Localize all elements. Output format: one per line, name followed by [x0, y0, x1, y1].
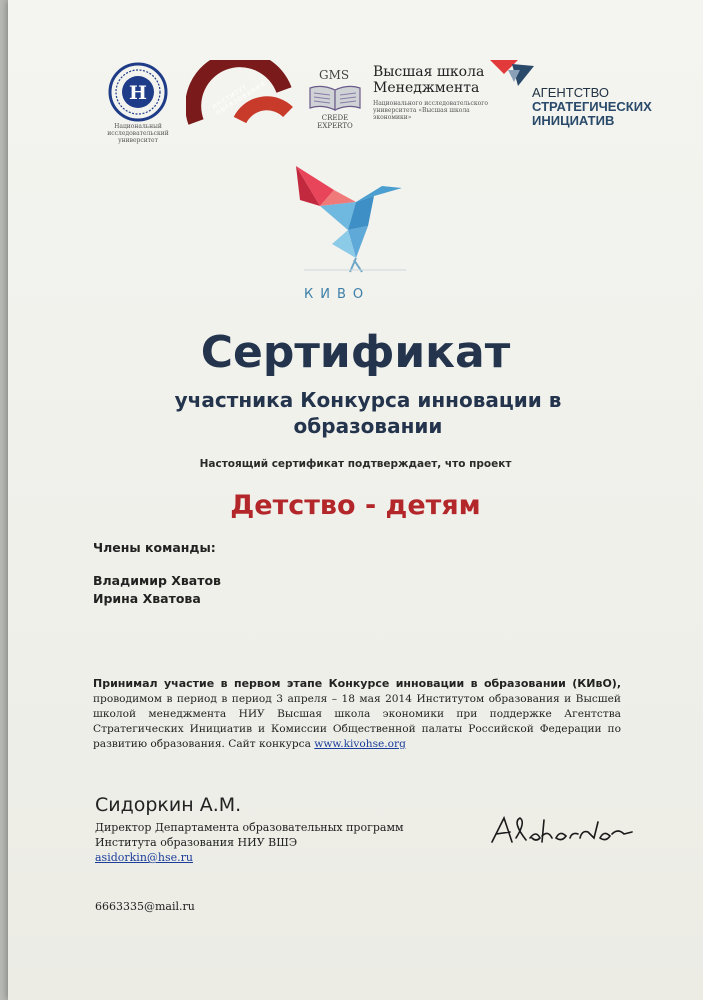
- participation-text: проводимом в период в период 3 апреля – 18 мая 2014 Институтом образования и Высшей школой менеджмента НИУ Высшая школа экономики при поддержке Агентства Стратегических Инициатив и Комиссии Общественной палаты Российской Федерации по развитию образования. Сайт конкурса: [93, 693, 621, 750]
- asi-logo: [488, 56, 663, 136]
- certificate-title: Сертификат: [200, 327, 511, 378]
- confirm-text: Настоящий сертификат подтверждает, что проект: [199, 458, 512, 470]
- participation-paragraph: [93, 676, 621, 752]
- signer-email-link[interactable]: asidorkin@hse.ru: [95, 851, 193, 864]
- member-1: Владимир Хватов: [93, 573, 221, 588]
- svg-text:Н: Н: [129, 82, 147, 104]
- certificate-paper: [8, 0, 703, 1000]
- asi-arrow-icon: [488, 56, 536, 90]
- institute-logo: [186, 60, 298, 130]
- asi-line-1: АГЕНТСТВО: [532, 85, 609, 100]
- gms-motto: CREDE EXPERTO: [317, 114, 353, 130]
- asi-line-2: СТРАТЕГИЧЕСКИХ: [532, 99, 652, 114]
- vshm-tagline: Национального исследовательского университета «Высшая школа экономики»: [373, 100, 488, 121]
- book-icon: [308, 84, 362, 112]
- asi-line-3: ИНИЦИАТИВ: [532, 113, 615, 128]
- signer-position: Директор Департамента образовательных программ: [95, 821, 404, 834]
- signer-name: Сидоркин А.М.: [95, 794, 242, 816]
- asi-name: [532, 86, 652, 128]
- vshm-logo: [373, 64, 493, 121]
- kivo-label: КИВО: [304, 287, 371, 302]
- gms-label: GMS: [319, 68, 350, 82]
- logo-strip: [8, 0, 703, 150]
- hse-seal-icon: [108, 62, 168, 122]
- participation-bold: Принимал участие в первом этапе Конкурсе инновации в образовании (КИвО),: [93, 677, 621, 690]
- hse-logo: [108, 62, 168, 142]
- kivo-bird-icon: [294, 160, 414, 278]
- signer-info: [95, 820, 404, 865]
- member-2: Ирина Хватова: [93, 591, 201, 606]
- certificate-subtitle: участника Конкурса инновации в образовании: [174, 388, 562, 438]
- vshm-title: Высшая школа Менеджмента: [373, 64, 485, 96]
- members-label: Члены команды:: [93, 540, 216, 555]
- project-name: Детство - детям: [230, 490, 481, 521]
- institute-ring-text: ИНСТИТУТ ОБРАЗОВАНИЯ: [211, 80, 268, 117]
- hse-tagline: Национальный исследовательский университет: [107, 123, 169, 144]
- contest-site-link[interactable]: www.kivohse.org: [314, 738, 406, 750]
- footer-email: 6663335@mail.ru: [95, 900, 195, 913]
- gms-logo: [306, 68, 364, 130]
- signature-image: [486, 812, 636, 852]
- signer-org: Института образования НИУ ВШЭ: [95, 836, 298, 849]
